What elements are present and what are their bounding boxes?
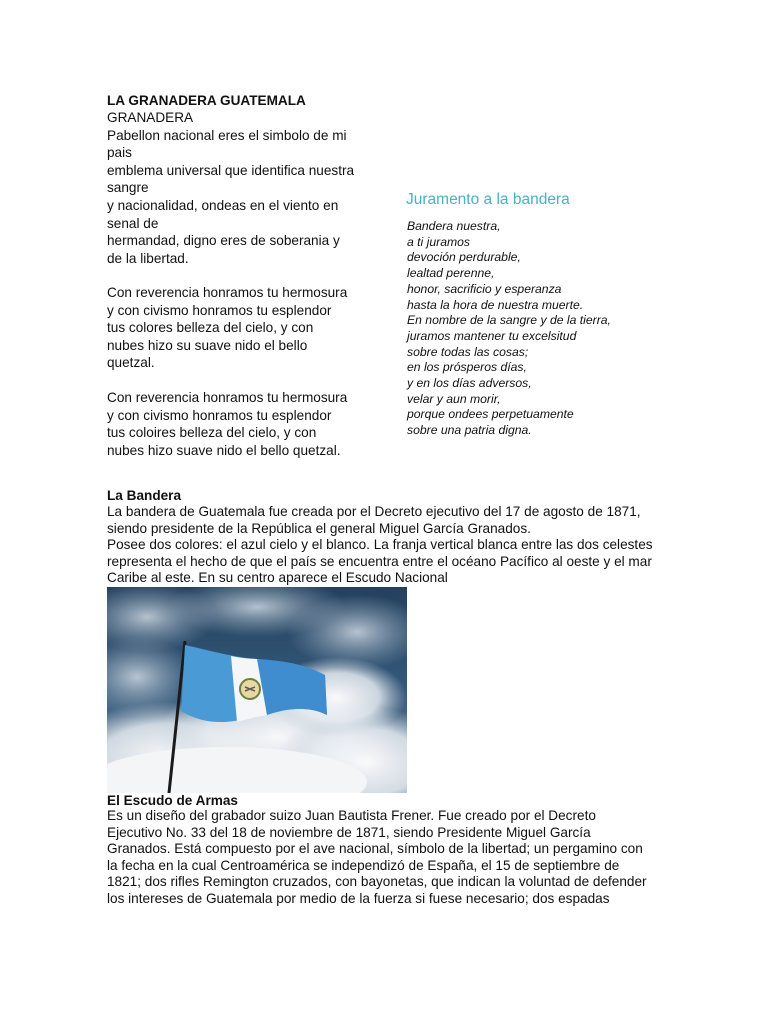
- oath-line: y en los días adversos,: [407, 376, 532, 390]
- poem-line: sangre: [107, 180, 149, 196]
- paragraph-line: Granados. Está compuesto por el ave nacional, símbolo de la libertad; un pergamino con: [107, 841, 643, 857]
- poem-line: Con reverencia honramos tu hermosura: [107, 285, 348, 300]
- flag-photo-illustration: [107, 587, 407, 793]
- poem-line: de la libertad.: [107, 250, 189, 266]
- oath-line: lealtad perenne,: [407, 266, 495, 281]
- poem-line: y nacionalidad, ondeas en el viento en: [107, 198, 339, 213]
- poem-line: Con reverencia honramos tu hermosura: [107, 390, 348, 405]
- poem-title: LA GRANADERA GUATEMALA: [107, 93, 306, 108]
- paragraph-line: La bandera de Guatemala fue creada por el Decreto ejecutivo del 17 de agosto de 1871,: [107, 504, 641, 519]
- poem-line: y con civismo honramos tu esplendor: [107, 302, 332, 318]
- paragraph-line: Es un diseño del grabador suizo Juan Bautista Frener. Fue creado por el Decreto: [107, 808, 596, 823]
- paragraph-line: los intereses de Guatemala por medio de la fuerza si fuese necesario; dos espadas: [107, 891, 610, 906]
- paragraph-line: Ejecutivo No. 33 del 18 de noviembre de 1871, siendo Presidente Miguel García: [107, 824, 591, 840]
- bandera-heading: La Bandera: [107, 488, 182, 503]
- escudo-heading: El Escudo de Armas: [107, 793, 238, 808]
- oath-title: Juramento a la bandera: [406, 191, 570, 208]
- oath-line: En nombre de la sangre y de la tierra,: [407, 313, 611, 328]
- paragraph-line: Caribe al este. En su centro aparece el Escudo Nacional: [107, 570, 448, 586]
- poem-line: hermandad, digno eres de soberania y: [107, 233, 340, 249]
- paragraph-line: representa el hecho de que el país se encuentra entre el océano Pacífico al oeste y el mar: [107, 553, 652, 569]
- paragraph-line: la fecha en la cual Centroamérica se independizó de España, el 15 de septiembre de: [107, 857, 620, 873]
- poem-line: y con civismo honramos tu esplendor: [107, 407, 332, 423]
- paragraph-line: siendo presidente de la República el general Miguel García Granados.: [107, 520, 531, 536]
- oath-line: juramos mantener tu excelsitud: [407, 328, 577, 343]
- poem-line: GRANADERA: [107, 110, 194, 125]
- guatemala-flag-photo: [107, 587, 407, 793]
- oath-line: sobre todas las cosas;: [407, 344, 529, 359]
- oath-line: hasta la hora de nuestra muerte.: [407, 297, 584, 312]
- poem-line: senal de: [107, 215, 159, 231]
- poem-line: Pabellon nacional eres el simbolo de mi: [107, 127, 347, 143]
- oath-line: a ti juramos: [407, 234, 470, 249]
- oath-line: en los prósperos días,: [407, 360, 527, 375]
- paragraph-line: Posee dos colores: el azul cielo y el blanco. La franja vertical blanca entre las dos celestes: [107, 537, 653, 553]
- oath-line: porque ondees perpetuamente: [407, 407, 574, 422]
- oath-line: sobre una patria digna.: [407, 423, 532, 438]
- poem-line: tus coloires belleza del cielo, y con: [107, 425, 317, 441]
- poem-line: tus colores belleza del cielo, y con: [107, 320, 314, 336]
- oath-line: honor, sacrificio y esperanza: [407, 281, 562, 296]
- poem-line: quetzal.: [107, 355, 155, 371]
- oath-line: Bandera nuestra,: [407, 219, 501, 233]
- poem-line: pais: [107, 145, 132, 161]
- paragraph-line: 1821; dos rifles Remington cruzados, con bayonetas, que indican la voluntad de defender: [107, 874, 647, 890]
- poem-line: emblema universal que identifica nuestra: [107, 162, 355, 178]
- oath-line: devoción perdurable,: [407, 250, 521, 265]
- poem-line: nubes hizo su suave nido el bello: [107, 337, 308, 353]
- poem-line: nubes hizo suave nido el bello quetzal.: [107, 442, 341, 458]
- oath-line: velar y aun morir,: [407, 391, 501, 406]
